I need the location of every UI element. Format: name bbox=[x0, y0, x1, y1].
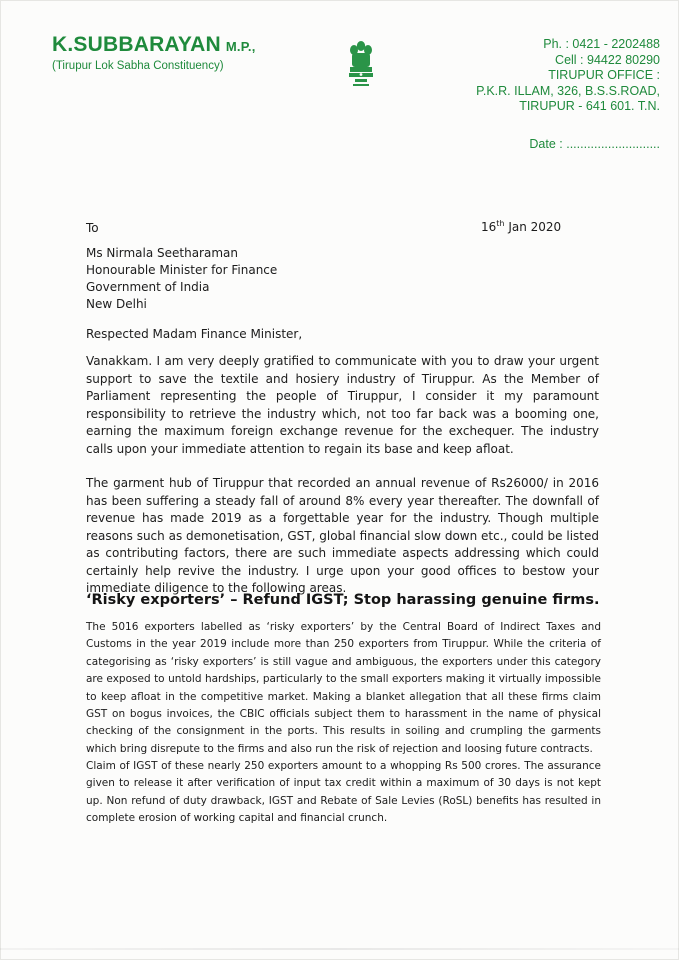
date-suffix: th bbox=[496, 219, 505, 228]
letter-date bbox=[481, 219, 561, 234]
recipient-line: Honourable Minister for Finance bbox=[86, 263, 278, 277]
recipient-line: Government of India bbox=[86, 280, 210, 294]
mp-suffix: M.P., bbox=[225, 39, 256, 54]
office-title: TIRUPUR OFFICE : bbox=[548, 68, 660, 82]
office-address-line2: TIRUPUR - 641 601. T.N. bbox=[519, 99, 660, 113]
to-label: To bbox=[86, 221, 99, 235]
cell: Cell : 94422 80290 bbox=[555, 52, 660, 67]
paragraph-intro: Vanakkam. I am very deeply gratified to communicate with you to draw your urgent support to save the textile and hosiery industry of Tiruppur. As the Member of Parliament representing the people of Tiruppur, I consider it my paramount responsibility to retrieve the industry which, not too far back was a booming one, earning the maximum foreign exchange revenue for the exchequer. The industry calls upon your immediate attention to regain its base and keep afloat. bbox=[86, 354, 599, 456]
salutation: Respected Madam Finance Minister, bbox=[86, 327, 303, 341]
recipient-line: Ms Nirmala Seetharaman bbox=[86, 246, 238, 260]
recipient-address bbox=[86, 245, 277, 313]
phone: Ph. : 0421 - 2202488 bbox=[543, 37, 660, 51]
section-heading: ‘Risky exporters’ – Refund IGST; Stop harassing genuine firms. bbox=[86, 592, 600, 608]
mp-name: K.SUBBARAYAN bbox=[52, 33, 221, 56]
contact-block bbox=[476, 37, 660, 115]
paragraph-risky-exporters: The 5016 exporters labelled as ‘risky exporters’ by the Central Board of Indirect Taxes and Customs in the year 2019 include more than 250 exporters from Tiruppur. While the criteria of categorising as ‘risky exporters’ is still vague and ambiguous, the exporters under this category are exposed to untold hardships, particularly to the small exporters making it virtually impossible to keep afloat in the competitive market. Making a blanket allegation that all these firms claim GST on bogus invoices, the CBIC officials subject them to harassment in the name of physical checking of the consignment in the ports. This results in soiling and crumpling the garments which bring disrepute to the firms and also run the risk of rejection and loosing future contracts. bbox=[86, 621, 601, 755]
date-rest: Jan 2020 bbox=[504, 220, 562, 234]
date-day: 16 bbox=[481, 220, 497, 234]
page-fold bbox=[0, 948, 679, 950]
date-line: Date : ........................... bbox=[529, 137, 660, 151]
letterhead-name bbox=[52, 33, 256, 57]
office-address-line1: P.K.R. ILLAM, 326, B.S.S.ROAD, bbox=[476, 83, 660, 98]
paragraph-revenue: The garment hub of Tiruppur that recorded an annual revenue of Rs26000/ in 2016 has been suffering a steady fall of around 8% every year thereafter. The downfall of revenue has made 2019 as a forgettable year for the industry. Though multiple reasons such as demonetisation, GST, global financial slow down etc., could be listed as contributing factors, there are such immediate aspects addressing which could certainly help revive the industry. I urge upon your good offices to bestow your immediate diligence to the following areas. bbox=[86, 476, 599, 595]
paragraph-igst-claim: Claim of IGST of these nearly 250 exporters amount to a whopping Rs 500 crores. The assurance given to release it after verification of input tax credit within a maximum of 30 days is not kept up. Non refund of duty drawback, IGST and Rebate of Sale Levies (RoSL) benefits has resulted in complete erosion of working capital and financial crunch. bbox=[86, 760, 601, 825]
national-emblem-icon bbox=[343, 38, 379, 94]
constituency: (Tirupur Lok Sabha Constituency) bbox=[52, 60, 224, 72]
recipient-line: New Delhi bbox=[86, 297, 147, 311]
